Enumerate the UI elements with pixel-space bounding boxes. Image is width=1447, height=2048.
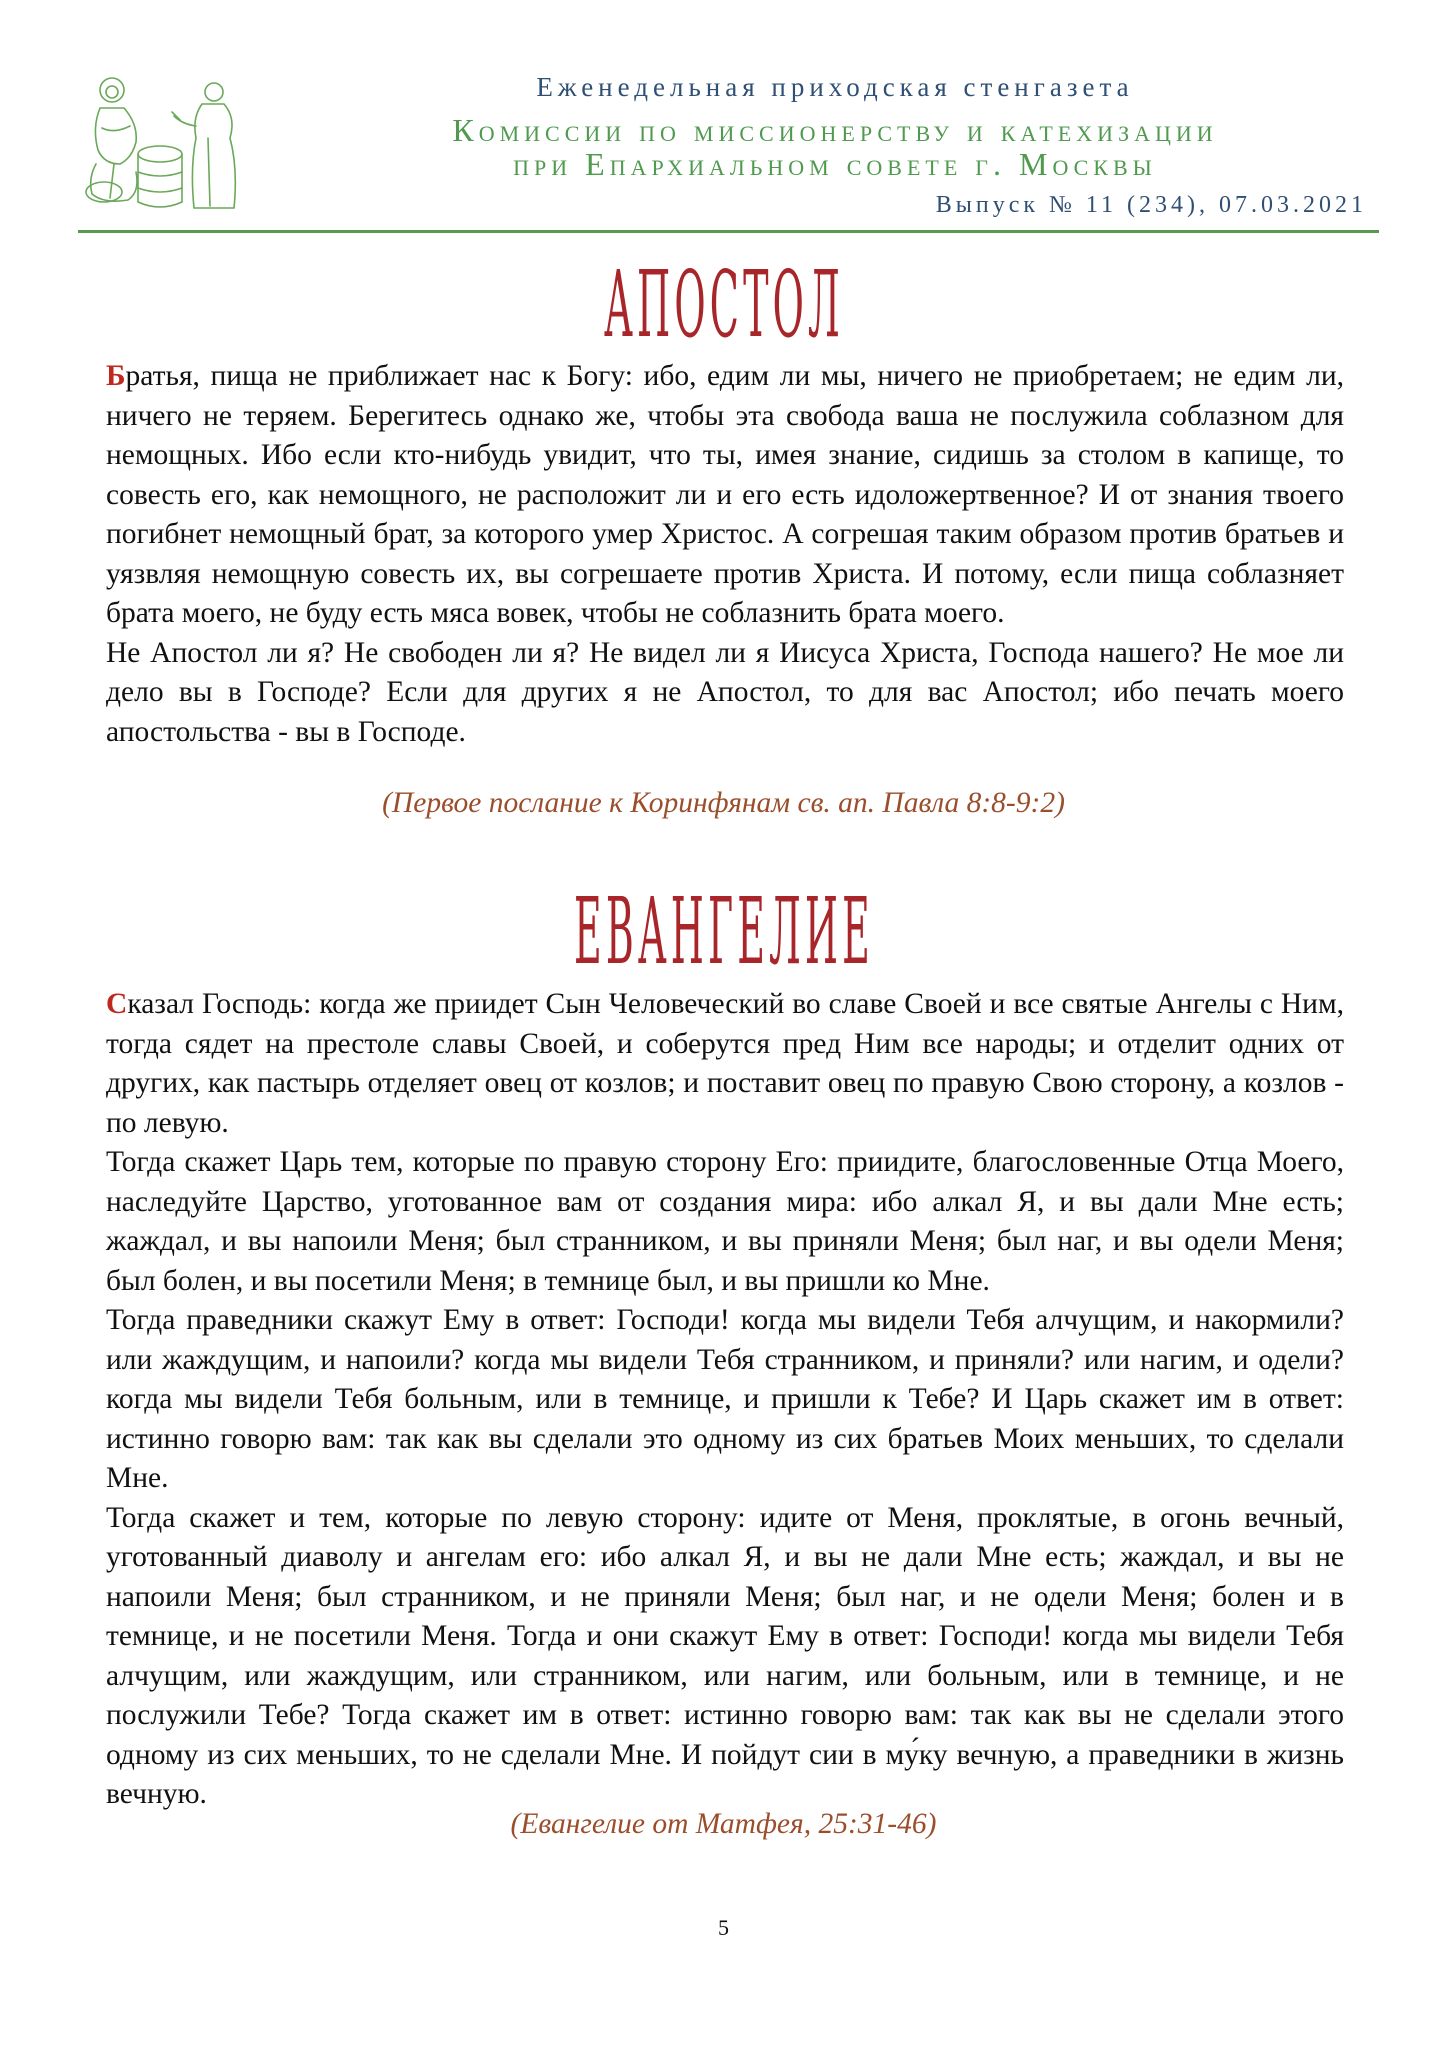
gospel-paragraph-3: Тогда праведники скажут Ему в ответ: Господи! когда мы видели Тебя алчущим, и накормили? или жаждущим, и напоили? когда мы видели Тебя странником, и приняли? или нагим, и одели? когда мы видели Тебя больным, или в темнице, и пришли к Тебе? И Царь скажет им в ответ: истинно говорю вам: так как вы сделали это одному из сих братьев Моих меньших, то сделали Мне. — [106, 1304, 1344, 1494]
apostle-dropcap: Б — [106, 360, 126, 392]
gospel-paragraph-1 — [106, 985, 1344, 1143]
gospel-dropcap: С — [106, 988, 128, 1020]
page-number: 5 — [718, 1915, 729, 1940]
header-commission: Комиссии по миссионерству и катехизации — [452, 112, 1218, 148]
gospel-paragraph-4: Тогда скажет и тем, которые по левую сторону: идите от Меня, проклятые, в огонь вечный, уготованный диаволу и ангелам его: ибо алкал Я, и вы не дали Мне есть; жаждал, и вы не напоили Меня; был странником, и не приняли Меня; был наг, и не одели Меня; болен и в темнице, и не посетили Меня. Тогда и они скажут Ему в ответ: Господи! когда мы видели Тебя алчущим, или жаждущим, или странником, или нагим, или больным, или в темнице, и не послужили Тебе? Тогда скажет им в ответ: истинно говорю вам: так как вы не сделали этого одному из сих меньших, то не сделали Мне. И пойдут сии в му́ку вечную, а праведники в жизнь вечную. — [106, 1501, 1344, 1810]
gospel-reference: (Евангелие от Матфея, 25:31-46) — [510, 1808, 937, 1840]
apostle-paragraph-1 — [106, 357, 1344, 634]
header-council: при Епархиальном совете г. Москвы — [513, 146, 1157, 182]
apostle-title — [0, 251, 1447, 358]
gospel-text — [106, 985, 1344, 1815]
header-subtitle: Еженедельная приходская стенгазета — [536, 72, 1134, 102]
gospel-title-text: ЕВАНГЕЛИЕ — [573, 878, 874, 985]
issue-number: Выпуск № 11 (234), 07.03.2021 — [935, 192, 1367, 218]
gospel-paragraph-1-body: казал Господь: когда же приидет Сын Человеческий во славе Своей и все святые Ангелы с Ним, тогда сядет на престоле славы Своей, и соберутся пред Ним все народы; и отделит одних от других, как пастырь отделяет овец от козлов; и поставит овец по правую Свою сторону, а козлов - по левую. — [106, 988, 1344, 1139]
logo-icon — [74, 68, 250, 218]
apostle-title-text: АПОСТОЛ — [603, 251, 844, 358]
gospel-title — [0, 878, 1447, 985]
apostle-paragraph-1-body: ратья, пища не приближает нас к Богу: ибо, едим ли мы, ничего не приобретаем; не едим ли, ничего не теряем. Берегитесь однако же, чтобы эта свобода ваша не послужила соблазном для немощных. Ибо если кто-нибудь увидит, что ты, имея знание, сидишь за столом в капище, то совесть его, как немощного, не расположит ли и его есть идоложертвенное? И от знания твоего погибнет немощный брат, за которого умер Христос. А согрешая таким образом против братьев и уязвляя немощную совесть их, вы согрешаете против Христа. И потому, если пища соблазняет брата моего, не буду есть мяса вовек, чтобы не соблазнить брата моего. — [106, 360, 1344, 629]
gospel-paragraph-2: Тогда скажет Царь тем, которые по правую сторону Его: приидите, благословенные Отца Моего, наследуйте Царство, уготованное вам от создания мира: ибо алкал Я, и вы дали Мне есть; жаждал, и вы напоили Меня; был странником, и вы приняли Меня; был наг, и вы одели Меня; был болен, и вы посетили Меня; в темнице был, и вы пришли ко Мне. — [106, 1146, 1344, 1297]
apostle-reference: (Первое послание к Коринфянам св. ап. Павла 8:8-9:2) — [382, 787, 1065, 819]
apostle-text — [106, 357, 1344, 752]
header-divider — [78, 230, 1379, 233]
apostle-paragraph-2: Не Апостол ли я? Не свободен ли я? Не видел ли я Иисуса Христа, Господа нашего? Не мое ли дело вы в Господе? Если для других я не Апостол, то для вас Апостол; ибо печать моего апостольства - вы в Господе. — [106, 636, 1344, 748]
